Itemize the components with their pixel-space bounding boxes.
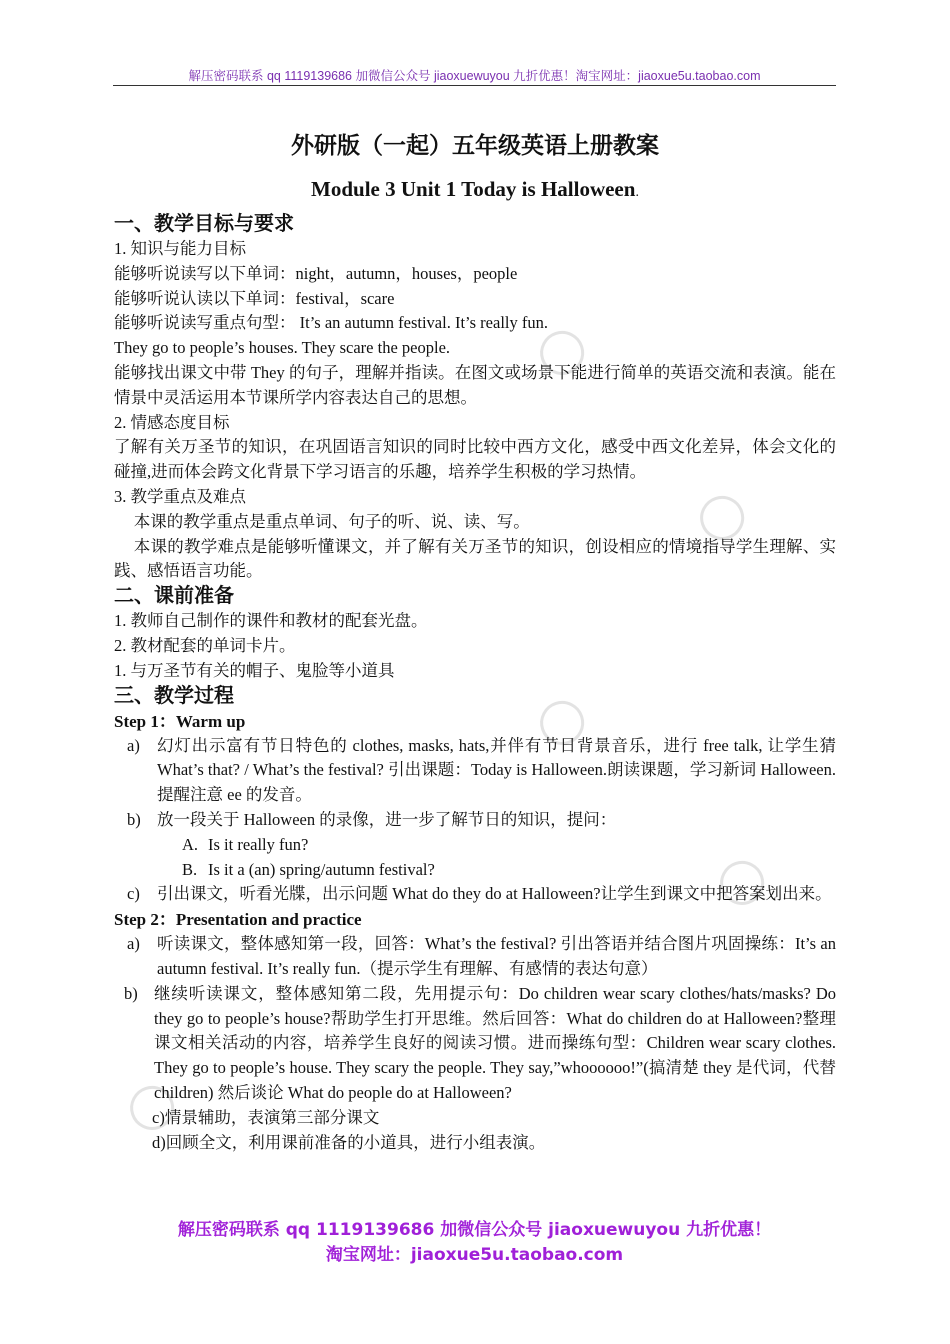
list-item [114,833,836,858]
paragraph: 本课的教学重点是重点单词、句子的听、说、读、写。 [133,511,530,531]
list-item [114,858,836,883]
document-body [114,126,836,1155]
paragraph: 了解有关万圣节的知识，在巩固语言知识的同时比较中西方文化，感受中西文化差异，体会文化的碰撞,进而体会跨文化背景下学习语言的乐趣，培养学生积极的学习热情。 [114,437,836,482]
section-heading-goals: 一、教学目标与要求 [114,213,294,235]
list-text: 听读课文，整体感知第一段，回答：What’s the festival? 引出答语并结合图片巩固操练：It’s an autumn festival. It’s really fun.（提示学生有理解、有感情的表达句意） [157,934,836,978]
step-title: Step 1：Warm up [114,711,246,731]
list-item: 1. 教师自己制作的课件和教材的配套光盘。 [114,611,428,631]
document-subtitle [114,166,836,212]
list-text: d)回顾全文，利用课前准备的小道具，进行小组表演。 [152,1132,546,1152]
list-item: 1. 与万圣节有关的帽子、鬼脸等小道具 [114,660,395,680]
list-label: b) [124,983,138,1003]
list-text: 引出课文，听看光牒，出示问题 What do they do at Halloween?让学生到课文中把答案划出来。 [157,884,832,904]
document-title: 外研版（一起）五年级英语上册教案 [291,133,659,158]
page-header: 解压密码联系 qq 1119139686 加微信公众号 jiaoxuewuyou 九折优惠！淘宝网址：jiaoxue5u.taobao.com [188,69,761,83]
step-title: Step 2：Presentation and practice [114,910,362,930]
section-heading-process: 三、教学过程 [114,684,234,707]
list-text: Is it really fun? [208,834,309,854]
list-item [114,1106,836,1131]
list-label: A. [182,834,199,854]
list-text: 幻灯出示富有节日特色的 clothes, masks, hats,并伴有节日背景音乐，进行 free talk, 让学生猜 What’s that? / What’s the festival? 引出课题：Today is Halloween.朗读课题，学习新词 Halloween.提醒注意 ee 的发音。 [157,735,836,805]
list-item: 2. 教材配套的单词卡片。 [114,635,296,655]
footer-line-2: 淘宝网址：jiaoxue5u.taobao.com [325,1245,624,1265]
list-item [114,882,836,907]
list-item [114,1131,836,1156]
list-item [114,808,836,833]
list-label: a) [127,735,140,755]
list-item [114,982,836,1106]
list-text: c)情景辅助，表演第三部分课文 [152,1107,380,1127]
paragraph: 能够找出课文中带 They 的句子，理解并指读。在图文或场景下能进行简单的英语交流和表演。能在情景中灵活运用本节课所学内容表达自己的思想。 [114,362,836,407]
list-label: a) [127,934,140,954]
list-label: b) [127,809,141,829]
paragraph: 本课的教学难点是能够听懂课文，并了解有关万圣节的知识，创设相应的情境指导学生理解、实践、感悟语言功能。 [114,536,836,581]
paragraph: 能够听说读写以下单词：night，autumn，houses，people [114,263,518,283]
paragraph: 能够听说认读以下单词：festival，scare [114,288,395,308]
footer-line-1: 解压密码联系 qq 1119139686 加微信公众号 jiaoxuewuyou 九折优惠！ [177,1220,772,1240]
header-rule [113,85,836,86]
list-text: 放一段关于 Halloween 的录像，进一步了解节日的知识，提问： [157,809,617,829]
section-heading-preparation: 二、课前准备 [114,585,234,608]
subtitle-dot: . [635,185,639,200]
page-footer [113,1218,836,1268]
subtitle-text: Module 3 Unit 1 Today is Halloween [311,177,636,201]
subheading: 2. 情感态度目标 [114,412,230,432]
list-item [114,932,836,982]
paragraph: They go to people’s houses. They scare the people. [114,338,451,358]
paragraph: 能够听说读写重点句型： It’s an autumn festival. It’s really fun. [114,313,548,333]
subheading: 1. 知识与能力目标 [114,239,246,258]
list-label: c) [127,884,140,904]
list-text: Is it a (an) spring/autumn festival? [208,859,435,879]
subheading: 3. 教学重点及难点 [114,486,246,506]
list-item [114,734,836,808]
list-text: 继续听读课文，整体感知第二段，先用提示句：Do children wear scary clothes/hats/masks? Do they go to people’s house?帮助学生打开思维。然后回答：What do children do at Halloween?整理课文相关活动的内容，培养学生良好的阅读习惯。进而操练句型：Children wear scary clothes. They go to people’s house. They scary the people. They say,”whoooooo!”(搞清楚 they 是代词，代替 children) 然后谈论 What do people do at Halloween? [154,983,836,1102]
list-label: B. [182,859,198,879]
